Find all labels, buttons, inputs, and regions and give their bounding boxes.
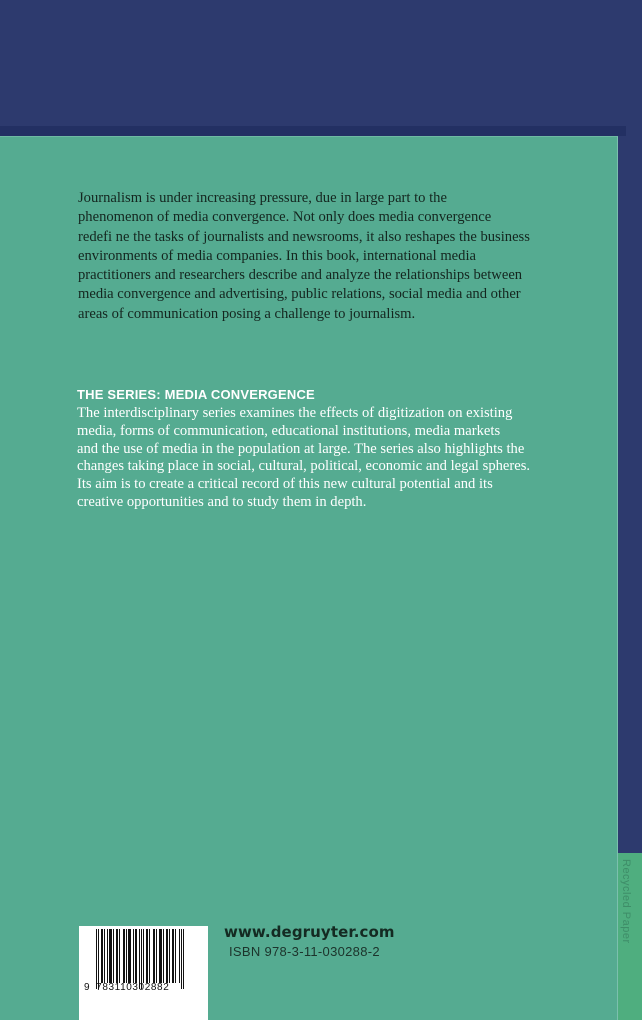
barcode-number: 783110302882 <box>96 982 170 993</box>
blurb-line: environments of media companies. In this book, international media <box>78 247 476 264</box>
blurb-line: Journalism is under increasing pressure, due in large part to the <box>78 190 447 206</box>
series-line: and the use of media in the population at large. The series also highlights the <box>77 440 525 457</box>
series-line: Its aim is to create a critical record of this new cultural potential and its <box>77 476 493 493</box>
series-line: The interdisciplinary series examines the effects of digitization on existing <box>77 405 513 421</box>
cover-top-band <box>0 0 642 136</box>
isbn-barcode <box>79 926 208 1020</box>
series-line: changes taking place in social, cultural, political, economic and legal spheres. <box>77 458 531 475</box>
blurb-line: redefi ne the tasks of journalists and newsrooms, it also reshapes the business <box>78 228 530 245</box>
recycled-paper-label <box>618 853 642 1020</box>
barcode-digits <box>84 982 169 993</box>
barcode-lead-digit: 9 <box>84 982 91 993</box>
recycled-paper-text: Recycled Paper <box>620 859 632 944</box>
series-description <box>77 405 597 512</box>
barcode-bars <box>96 929 194 989</box>
series-line: media, forms of communication, educational institutions, media markets <box>77 422 501 439</box>
series-line: creative opportunities and to study them in depth. <box>77 493 367 510</box>
blurb-line: media convergence and advertising, public relations, social media and other <box>78 286 521 303</box>
isbn-number: ISBN 978-3-11-030288-2 <box>229 944 380 959</box>
book-blurb <box>78 189 578 324</box>
blurb-line: phenomenon of media convergence. Not only does media convergence <box>78 209 492 226</box>
series-title: THE SERIES: MEDIA CONVERGENCE <box>77 387 315 402</box>
publisher-website: www.degruyter.com <box>224 923 395 941</box>
blurb-line: practitioners and researchers describe and analyze the relationships between <box>78 267 523 284</box>
blurb-line: areas of communication posing a challenge to journalism. <box>78 305 416 322</box>
